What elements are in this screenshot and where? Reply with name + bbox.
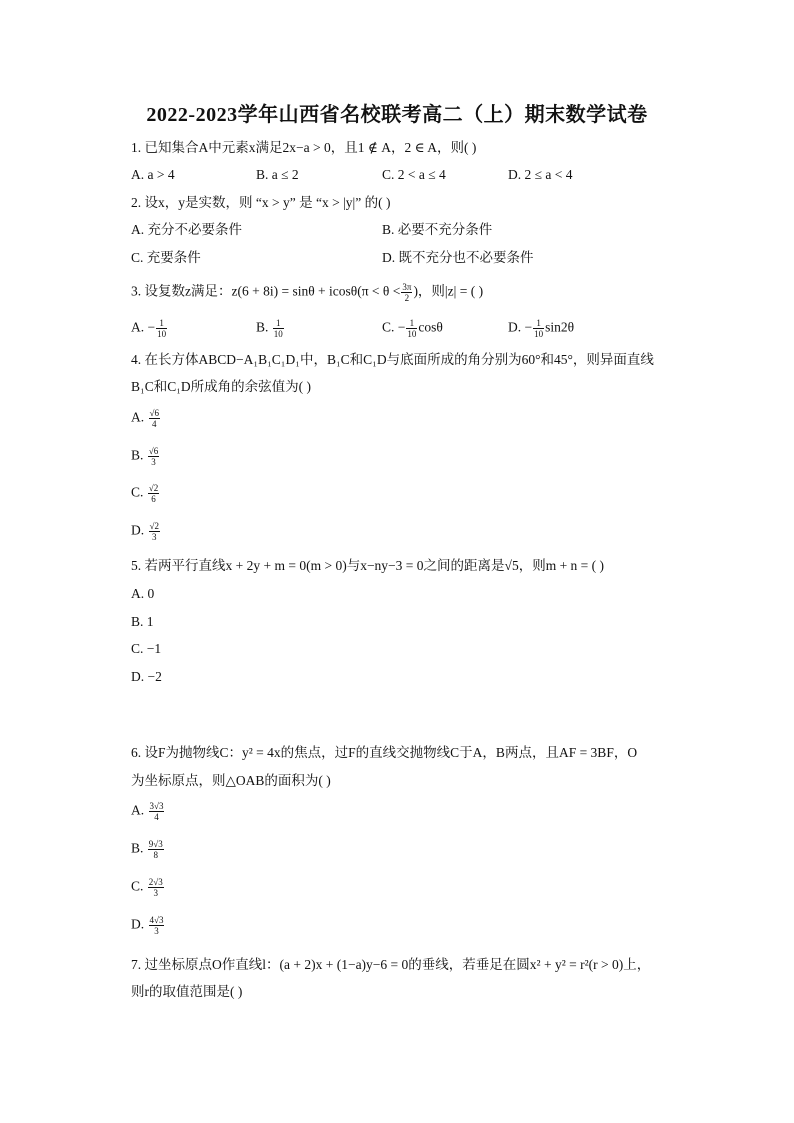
fraction: $\frac{1}{10}$ xyxy=(534,318,544,339)
question-7-stem-line-2: 则r的取值范围是( ) xyxy=(131,984,243,999)
fraction: $\frac{9√3}{8}$ xyxy=(148,839,163,860)
question-2-stem: 2. 设x，y是实数，则 “x > y” 是 “x > |y|” 的( ) xyxy=(131,195,391,210)
question-2-option-b: B. 必要不充分条件 xyxy=(382,222,493,237)
question-3-stem: 3. 设复数z满足：z(6 + 8i) = sinθ + icosθ(π < θ < $\frac{3\pi}{2}$ )，则|z| = ( ) xyxy=(131,282,484,303)
question-1-stem: 1. 已知集合A中元素x满足2x−a > 0，且1 ∉ A，2 ∈ A，则( ) xyxy=(131,140,477,155)
question-7-stem-line-1: 7. 过坐标原点O作直线l：(a + 2)x + (1−a)y−6 = 0的垂线，若垂足在圆x² + y² = r²(r > 0)上， xyxy=(131,957,651,972)
question-4-option-b: B. $\frac{√6}{3}$ xyxy=(131,446,159,467)
question-4-stem-line-2: B₁C和C₁D所成角的余弦值为( ) xyxy=(131,379,312,394)
question-6-option-d: D. $\frac{4√3}{3}$ xyxy=(131,915,164,936)
fraction: $\frac{2√3}{3}$ xyxy=(148,877,163,898)
question-3-option-d: D. − $\frac{1}{10}$ sin2θ xyxy=(508,318,575,339)
exam-title: 2022-2023学年山西省名校联考高二（上）期末数学试卷 xyxy=(146,104,648,126)
question-3-option-b: B. $\frac{1}{10}$ xyxy=(256,318,283,339)
question-3-option-a: A. − $\frac{1}{10}$ xyxy=(131,318,167,339)
fraction: $\frac{1}{10}$ xyxy=(157,318,167,339)
question-6-stem-line-2: 为坐标原点，则△OAB的面积为( ) xyxy=(131,773,331,788)
fraction: $\frac{√6}{4}$ xyxy=(149,408,159,429)
question-6-option-c: C. $\frac{2√3}{3}$ xyxy=(131,877,163,898)
question-5-stem: 5. 若两平行直线x + 2y + m = 0(m > 0)与x−ny−3 = 0之间的距离是√5，则m + n = ( ) xyxy=(131,558,605,573)
question-2-option-c: C. 充要条件 xyxy=(131,250,201,265)
question-1-option-a: A. a > 4 xyxy=(131,167,175,182)
fraction: $\frac{√6}{3}$ xyxy=(148,446,159,467)
question-2-option-a: A. 充分不必要条件 xyxy=(131,222,242,237)
question-1-option-b: B. a ≤ 2 xyxy=(256,167,299,182)
question-5-option-b: B. 1 xyxy=(131,614,154,629)
question-1-option-d: D. 2 ≤ a < 4 xyxy=(508,167,573,182)
question-1-option-c: C. 2 < a ≤ 4 xyxy=(382,167,446,182)
question-5-option-d: D. −2 xyxy=(131,669,162,684)
question-6-option-b: B. $\frac{9√3}{8}$ xyxy=(131,839,163,860)
fraction: $\frac{3√3}{4}$ xyxy=(149,801,164,822)
question-5-option-a: A. 0 xyxy=(131,586,155,601)
question-4-stem-line-1: 4. 在长方体ABCD−A₁B₁C₁D₁中，B₁C和C₁D与底面所成的角分别为60°和45°，则异面直线 xyxy=(131,352,654,367)
question-3-option-c: C. − $\frac{1}{10}$ cosθ xyxy=(382,318,443,339)
question-6-option-a: A. $\frac{3√3}{4}$ xyxy=(131,801,164,822)
fraction: $\frac{3\pi}{2}$ xyxy=(402,282,412,303)
question-6-stem-line-1: 6. 设F为抛物线C：y² = 4x的焦点，过F的直线交抛物线C于A，B两点，且AF = 3BF，O xyxy=(131,745,638,760)
question-4-option-d: D. $\frac{√2}{3}$ xyxy=(131,521,159,542)
fraction: $\frac{√2}{3}$ xyxy=(149,521,159,542)
question-4-option-c: C. $\frac{√2}{6}$ xyxy=(131,483,159,504)
question-2-option-d: D. 既不充分也不必要条件 xyxy=(382,250,534,265)
question-4-option-a: A. $\frac{√6}{4}$ xyxy=(131,408,159,429)
fraction: $\frac{1}{10}$ xyxy=(273,318,283,339)
fraction: $\frac{1}{10}$ xyxy=(407,318,417,339)
fraction: $\frac{4√3}{3}$ xyxy=(149,915,164,936)
question-5-option-c: C. −1 xyxy=(131,641,162,656)
fraction: $\frac{√2}{6}$ xyxy=(148,483,159,504)
